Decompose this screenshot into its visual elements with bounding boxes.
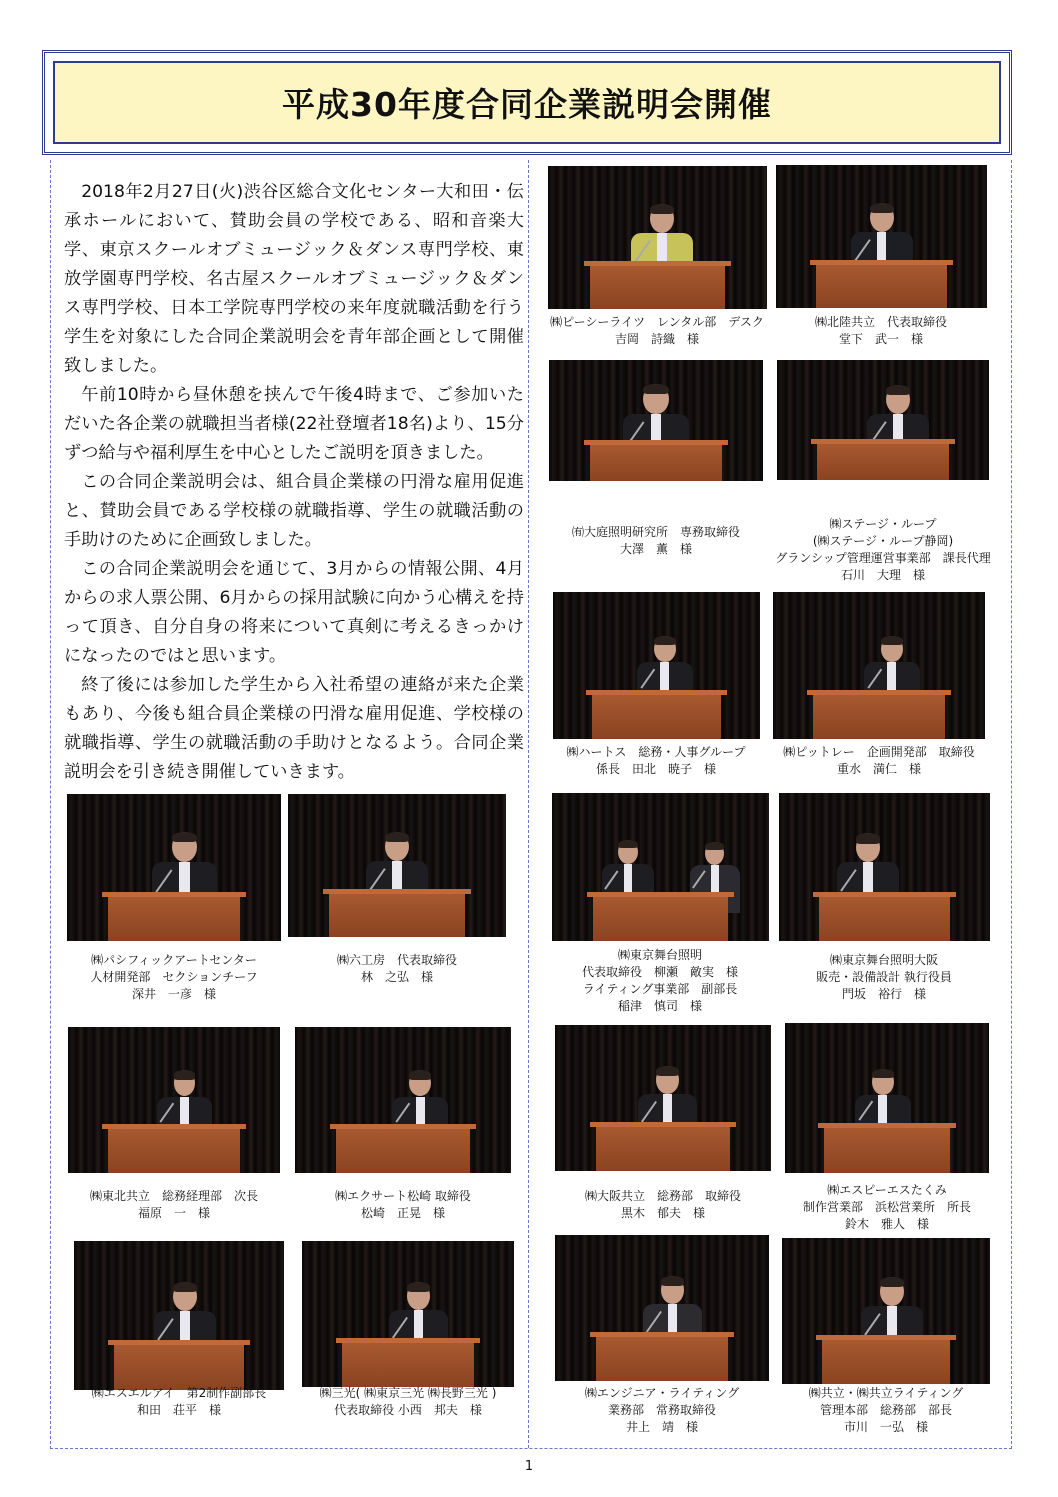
caption-line: ㈱三光( ㈱東京三光 ㈱長野三光 ) [319,1386,497,1400]
podium-top [816,1335,957,1340]
article-paragraph: 午前10時から昼休憩を挟んで午後4時まで、ご参加いただいた各企業の就職担当者様(22社登壇者18名)より、15分ずつ給与や福利厚生を中心としたご説明を頂きました。 [64,385,524,463]
caption-line: ㈱六工房 代表取締役 [336,953,457,967]
caption-line: 代表取締役 小西 邦夫 様 [334,1403,482,1417]
caption-line: ㈱ピットレー 企画開発部 取締役 [783,745,975,759]
caption-line: ㈲大庭照明研究所 専務取締役 [571,525,740,539]
caption-line: グランシップ管理運営事業部 課長代理 [775,551,991,565]
caption-line: 代表取締役 柳瀬 敵実 様 [581,965,738,979]
caption-line: 鈴木 雅人 様 [844,1217,929,1231]
podium [822,1340,951,1384]
speaker-head [881,636,903,662]
photo-caption [764,744,994,778]
podium [596,1337,729,1381]
caption-line: ㈱東京舞台照明大阪 [829,953,938,967]
title-inner [53,61,1001,144]
photo-caption [766,314,996,348]
caption-line: ㈱エスピーエスたくみ [827,1183,947,1197]
caption-line: ライティング事業部 副部長 [582,982,738,996]
photo-tohoku-kyoritsu [68,1027,280,1173]
podium-top [336,1338,479,1343]
caption-line: ㈱大阪共立 総務部 取締役 [584,1189,741,1203]
podium [596,1127,730,1171]
caption-line: ㈱ハートス 総務・人事グループ [566,745,746,759]
podium-top [590,1122,736,1127]
photo-caption [771,1385,1001,1436]
podium [590,445,723,481]
podium [593,897,728,941]
photo-exart-matsuzaki [295,1027,511,1173]
photo-kyoritsu-lighting [782,1238,990,1384]
speaker-head [872,1069,894,1095]
article-paragraph: 終了後には参加した学生から入社希望の連絡が来た企業もあり、今後も組合員企業様の円滑な雇用促進、学校様の就職指導、学生の就職活動の手助けとなるよう。合同企業説明会を引き続き開催していきます。 [64,675,524,782]
speaker-head [661,1276,684,1304]
photo-pacific-art-center [67,794,281,941]
photo-caption [548,1188,778,1222]
column-divider [528,160,529,1448]
speaker-head [618,840,638,865]
photo-caption [768,516,998,584]
photo-engineer-lighting [555,1235,769,1381]
caption-line: ㈱東京舞台照明 [617,948,702,962]
caption-line: ㈱ステージ・ループ [829,517,937,531]
caption-line: 深井 一彦 様 [131,987,216,1001]
podium-top [807,690,950,695]
podium-top [813,892,956,897]
photo-sps-takumi [785,1023,989,1173]
podium-top [810,260,953,265]
podium [590,266,726,309]
speaker-head [385,832,409,861]
caption-line: 係長 田北 暁子 様 [595,762,716,776]
caption-line: 制作営業部 浜松営業所 所長 [802,1200,971,1214]
caption-line: (㈱ステージ・ループ静岡) [812,534,954,548]
caption-line: ㈱エクサート松崎 取締役 [335,1189,471,1203]
podium-top [584,261,732,266]
podium [824,1128,950,1173]
caption-line: 門坂 裕行 様 [841,987,926,1001]
podium [108,897,241,941]
photo-caption [282,952,512,986]
caption-line: 黒木 郁夫 様 [620,1206,705,1220]
podium-top [586,690,726,695]
speaker-head [870,203,894,232]
title-banner [42,50,1012,155]
caption-line: 林 之弘 様 [360,970,433,984]
photo-hokuriku-kyoritsu [776,165,987,308]
photo-sanko [302,1241,514,1387]
speaker-head [650,204,674,233]
photo-caption [541,524,771,558]
podium [816,265,947,308]
photo-sli [74,1241,284,1390]
page-title: 平成30年度合同企業説明会開催 [282,85,772,124]
caption-line: ㈱北陸共立 代表取締役 [814,315,947,329]
speaker-head [856,833,880,862]
caption-line: ㈱共立・㈱共立ライティング [808,1386,964,1400]
speaker-head [705,842,724,865]
podium [342,1343,473,1387]
caption-line: 管理本部 総務部 部長 [819,1403,952,1417]
podium-top [102,892,247,897]
photo-pc-lights [548,166,767,309]
caption-line: 松崎 正晃 様 [360,1206,445,1220]
photo-caption [542,314,772,348]
caption-line: 福原 一 様 [137,1206,210,1220]
photo-caption [541,744,771,778]
photo-oniwa-shomei [549,360,763,481]
podium [114,1345,244,1390]
photo-caption [769,952,999,1003]
podium [108,1129,239,1173]
photo-rokukobo [288,794,506,937]
article-paragraph: 2018年2月27日(火)渋谷区総合文化センター大和田・伝承ホールにおいて、賛助会員の学校である、昭和音楽大学、東京スクールオブミュージック＆ダンス専門学校、東放学園専門学校、名古屋スクールオブミュージック＆ダンス専門学校、日本工学院専門学校の来年度就職活動を行う学生を対象にした合同企業説明会を青年部企画として開催致しました。 [64,182,524,376]
podium [813,695,944,739]
caption-line: ㈱エンジニア・ライティング [584,1386,740,1400]
caption-line: ㈱エスエルアイ 第2制作副部長 [91,1386,267,1400]
photo-caption [64,1385,294,1419]
caption-line: 稲津 慎司 様 [617,999,702,1013]
caption-line: ㈱東北共立 総務経理部 次長 [89,1189,258,1203]
article-paragraph: この合同企業説明会は、組合員企業様の円滑な雇用促進と、賛助会員である学校様の就職指導、学生の就職活動の手助けのために企画致しました。 [64,472,524,550]
podium [329,894,464,937]
podium-top [587,892,734,897]
caption-line: 大澤 薫 様 [619,542,692,556]
caption-line: 市川 一弘 様 [843,1420,928,1434]
caption-line: 販売・設備設計 執行役員 [816,970,952,984]
caption-line: 業務部 常務取締役 [607,1403,716,1417]
podium-top [323,889,470,894]
speaker-head [886,385,910,414]
podium [592,695,720,739]
caption-line: ㈱ピーシーライツ レンタル部 デスク [550,315,764,329]
speaker-head [656,1066,679,1094]
photo-caption [547,1385,777,1436]
photo-caption [288,1188,518,1222]
photo-caption [59,952,289,1003]
podium-top [590,1332,735,1337]
speaker-head [407,1282,430,1310]
photo-caption [772,1182,1002,1233]
photo-stage-loop [777,360,989,480]
caption-line: 堂下 武一 様 [838,332,923,346]
photo-osaka-kyoritsu [555,1025,771,1171]
photo-caption [293,1385,523,1419]
podium [817,444,948,480]
caption-line: 重水 満仁 様 [836,762,921,776]
photo-tokyo-butai-shomei-osaka [779,793,990,941]
podium [819,897,950,941]
caption-line: 人材開発部 セクションチーフ [90,970,258,984]
speaker-head [654,636,676,662]
caption-line: 井上 靖 様 [625,1420,698,1434]
photo-caption [545,947,775,1015]
article-body [64,178,524,787]
podium-top [818,1123,956,1128]
photo-caption [59,1188,289,1222]
podium-top [584,440,729,445]
speaker-head [643,384,668,414]
podium-top [102,1124,245,1129]
caption-line: 和田 荘平 様 [136,1403,221,1417]
podium-top [330,1124,476,1129]
podium-top [108,1340,250,1345]
photo-hearts [553,592,760,739]
caption-line: 吉岡 詩織 様 [614,332,699,346]
podium [336,1129,470,1173]
page-number: 1 [524,1459,534,1474]
photo-tokyo-butai-shomei [552,793,769,941]
caption-line: ㈱パシフィックアートセンター [91,953,257,967]
podium-top [811,439,954,444]
photo-pittley [773,592,985,739]
article-paragraph: この合同企業説明会を通じて、3月からの情報公開、4月からの求人票公開、6月からの採用試験に向かう心構えを持って頂き、自分自身の将来について真剣に考えるきっかけになったのではと思います。 [64,559,524,666]
caption-line: 石川 大理 様 [840,568,925,582]
